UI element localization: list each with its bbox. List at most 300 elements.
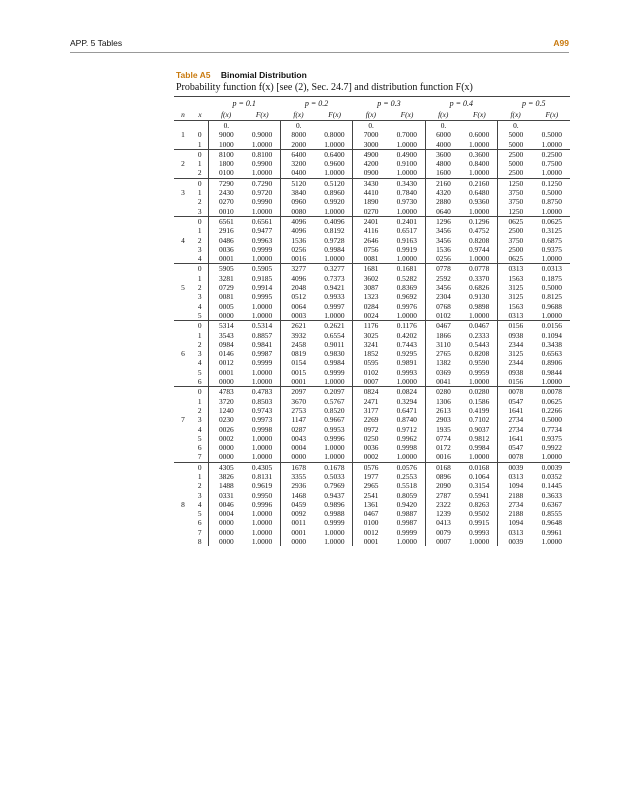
fx-cell: 1361 bbox=[363, 499, 379, 509]
Fx-cell: 1.0000 bbox=[317, 140, 353, 150]
Fx-cell: 1.0000 bbox=[317, 443, 353, 452]
fx-cell: 0156 bbox=[508, 377, 524, 387]
Fx-cell: 1.0000 bbox=[244, 254, 280, 264]
fx-cell: 3932 bbox=[291, 330, 307, 340]
Fx-cell: 0.5314 bbox=[244, 321, 280, 331]
x-cell: 2 bbox=[192, 168, 208, 178]
Fx-cell: 1.0000 bbox=[244, 528, 280, 537]
Fx-cell: 0.9999 bbox=[244, 245, 280, 254]
n-cell bbox=[174, 406, 192, 415]
Fx-cell: 0.9667 bbox=[317, 415, 353, 424]
fx-cell: 0625 bbox=[508, 254, 524, 264]
Fx-cell: 1.0000 bbox=[244, 434, 280, 443]
x-cell: 2 bbox=[192, 406, 208, 415]
fx-cell: 0079 bbox=[436, 527, 451, 537]
fx-cell: 1641 bbox=[508, 405, 524, 415]
fx-cell: 0313 bbox=[508, 471, 524, 481]
n-cell bbox=[174, 397, 192, 406]
Fx-cell: 0.2553 bbox=[389, 472, 425, 481]
Fx-cell: 0.8520 bbox=[317, 406, 353, 415]
fx-cell: 2787 bbox=[436, 490, 451, 500]
Fx-cell: 0.9502 bbox=[461, 509, 497, 518]
running-header bbox=[70, 38, 569, 52]
Fx-cell: 1.0000 bbox=[389, 377, 425, 387]
Fx-cell: 0.1094 bbox=[541, 330, 562, 340]
Fx-cell: 0.8208 bbox=[461, 236, 497, 245]
fx-cell: 1935 bbox=[436, 424, 451, 434]
Fx-cell: 1.0000 bbox=[244, 443, 280, 452]
x-cell: 0 bbox=[192, 462, 208, 472]
fx-cell: 2765 bbox=[436, 349, 451, 359]
Fx-cell: 0.2266 bbox=[541, 405, 562, 415]
header-rule bbox=[70, 52, 569, 53]
table-body bbox=[174, 121, 570, 547]
x-cell: 5 bbox=[192, 434, 208, 443]
x-cell: 4 bbox=[192, 254, 208, 264]
fx-cell: 4410 bbox=[363, 188, 379, 198]
fx-cell: 2269 bbox=[363, 415, 379, 425]
fx-cell: 0576 bbox=[353, 462, 389, 472]
Fx-cell: 0.3125 bbox=[541, 226, 562, 236]
fx-cell: 1600 bbox=[436, 168, 451, 178]
Fx-cell: 0.9996 bbox=[244, 500, 280, 509]
fx-cell: 0896 bbox=[436, 471, 451, 481]
Fx-cell: 0.8000 bbox=[317, 130, 353, 139]
Fx-cell: 0.5000 bbox=[541, 283, 562, 293]
n-cell bbox=[174, 168, 192, 178]
fx-cell: 1866 bbox=[436, 330, 451, 340]
n-cell bbox=[174, 197, 192, 206]
table-row bbox=[174, 188, 570, 197]
fx-cell: 4096 bbox=[280, 216, 316, 226]
p-header-row bbox=[174, 97, 570, 110]
fx-cell: 0000 bbox=[218, 443, 234, 453]
fx-cell: 3826 bbox=[218, 471, 234, 481]
fx-cell: 0824 bbox=[353, 387, 389, 397]
p-header: p = 0.4 bbox=[449, 98, 474, 108]
Fx-cell: 0.9830 bbox=[317, 349, 353, 358]
fx-cell: 0313 bbox=[508, 310, 524, 320]
x-cell: 4 bbox=[192, 358, 208, 367]
fx-cell: 1852 bbox=[363, 349, 379, 359]
fx-cell: 1250 bbox=[508, 206, 524, 216]
fx-cell: 1890 bbox=[363, 197, 379, 207]
Fx-cell: 0.1875 bbox=[541, 273, 562, 283]
Fx-cell: 0.9976 bbox=[389, 302, 425, 311]
Fx-cell: 1.0000 bbox=[244, 311, 280, 321]
n-cell bbox=[174, 311, 192, 321]
page-number: A99 bbox=[553, 38, 569, 48]
Fx-cell: 0.2333 bbox=[461, 331, 497, 340]
fx-cell: 0007 bbox=[363, 377, 379, 387]
Fx-cell: 1.0000 bbox=[389, 537, 425, 546]
n-cell bbox=[174, 425, 192, 434]
Fx-cell: 0.9996 bbox=[317, 434, 353, 443]
fx-col-header: f(x) bbox=[208, 109, 244, 121]
fx-cell: 0016 bbox=[291, 254, 307, 264]
table-row bbox=[174, 226, 570, 235]
n-cell bbox=[174, 528, 192, 537]
n-cell bbox=[174, 472, 192, 481]
Fx-cell: 1.0000 bbox=[317, 452, 353, 462]
fx-cell: 0100 bbox=[363, 518, 379, 528]
Fx-cell: 0.8960 bbox=[317, 188, 353, 197]
fx-cell: 2048 bbox=[291, 283, 307, 293]
fx-cell: 0001 bbox=[218, 367, 234, 377]
Fx-cell: 0.9933 bbox=[317, 292, 353, 301]
fx-cell: 2304 bbox=[436, 292, 451, 302]
x-cell: 1 bbox=[192, 140, 208, 150]
fx-cell: 3025 bbox=[363, 330, 379, 340]
fx-cell: 1240 bbox=[218, 405, 234, 415]
fx-cell: 0287 bbox=[291, 424, 307, 434]
fx-cell: 2903 bbox=[436, 415, 451, 425]
Fx-cell: 1.0000 bbox=[317, 207, 353, 217]
Fx-cell: 0.5518 bbox=[389, 481, 425, 490]
Fx-cell: 0.3277 bbox=[317, 264, 353, 274]
fx-cell: 0007 bbox=[436, 537, 451, 547]
x-cell: 2 bbox=[192, 283, 208, 292]
table-row bbox=[174, 245, 570, 254]
fx-cell: 2734 bbox=[508, 415, 524, 425]
Fx-cell: 1.0000 bbox=[541, 377, 562, 387]
table-subtitle: Probability function f(x) [see (2), Sec. 24.7] and distribution function F(x) bbox=[176, 82, 473, 93]
Fx-cell: 1.0000 bbox=[389, 168, 425, 178]
Fx-cell: 0.9922 bbox=[541, 443, 562, 453]
Fx-cell: 0.0625 bbox=[541, 396, 562, 406]
table-row bbox=[174, 452, 570, 462]
Fx-cell: 0.9999 bbox=[389, 528, 425, 537]
table-row bbox=[174, 168, 570, 178]
Fx-cell: 0.0824 bbox=[389, 387, 425, 397]
Fx-cell: 0.0576 bbox=[389, 462, 425, 472]
Fx-cell: 0.4752 bbox=[461, 226, 497, 235]
fx-cell: 0001 bbox=[291, 377, 307, 387]
Fx-cell: 0.1296 bbox=[461, 216, 497, 226]
x-cell: 6 bbox=[192, 518, 208, 527]
Fx-cell: 0.8263 bbox=[461, 500, 497, 509]
n-cell bbox=[174, 491, 192, 500]
fx-cell: 0756 bbox=[363, 244, 379, 254]
fx-cell: 1250 bbox=[498, 178, 534, 188]
Fx-cell: 0.4096 bbox=[317, 216, 353, 226]
fx-cell: 2097 bbox=[280, 387, 316, 397]
Fx-cell: 0.4900 bbox=[389, 149, 425, 159]
Fx-cell: 1.0000 bbox=[461, 537, 497, 546]
Fx-cell: 0.9919 bbox=[389, 245, 425, 254]
fx-cell: 2613 bbox=[436, 405, 451, 415]
fx-cell: 1094 bbox=[508, 481, 524, 491]
Fx-cell: 1.0000 bbox=[461, 207, 497, 217]
Fx-cell: 0.9896 bbox=[317, 500, 353, 509]
fx-col-header: f(x) bbox=[280, 109, 316, 121]
Fx-cell: 0.8100 bbox=[244, 149, 280, 159]
Fx-cell: 0.9185 bbox=[244, 274, 280, 283]
Fx-cell: 0.9000 bbox=[244, 130, 280, 139]
fx-cell: 0270 bbox=[363, 206, 379, 216]
n-cell bbox=[174, 340, 192, 349]
Fx-cell: 0.9990 bbox=[244, 197, 280, 206]
n-cell bbox=[174, 226, 192, 235]
x-cell: 1 bbox=[192, 274, 208, 283]
table-name: Binomial Distribution bbox=[220, 70, 307, 80]
Fx-cell: 0.9963 bbox=[244, 236, 280, 245]
fx-cell: 3241 bbox=[363, 339, 379, 349]
fx-cell: 0046 bbox=[218, 499, 234, 509]
n-cell bbox=[174, 443, 192, 452]
fx-cell: 2090 bbox=[436, 481, 451, 491]
fx-cell: 5120 bbox=[280, 178, 316, 188]
x-cell: 0 bbox=[192, 130, 208, 139]
fx-cell: 2541 bbox=[363, 490, 379, 500]
fx-cell: 0041 bbox=[436, 377, 451, 387]
fx-cell: 0595 bbox=[363, 358, 379, 368]
fx-cell: 4305 bbox=[208, 462, 244, 472]
Fx-cell: 0.8400 bbox=[461, 159, 497, 168]
n-cell bbox=[174, 368, 192, 377]
table-row bbox=[174, 321, 570, 331]
n-cell bbox=[174, 274, 192, 283]
fx-cell: 3430 bbox=[353, 178, 389, 188]
fx-cell: 2500 bbox=[498, 149, 534, 159]
Fx-cell: 1.0000 bbox=[244, 452, 280, 462]
fx-cell: 3600 bbox=[425, 149, 461, 159]
fx-cell: 1678 bbox=[280, 462, 316, 472]
Fx-cell: 0.7290 bbox=[244, 178, 280, 188]
Fx-cell: 0.9619 bbox=[244, 481, 280, 490]
fx-cell: 3200 bbox=[291, 159, 307, 169]
x-cell: 0 bbox=[192, 264, 208, 274]
Fx-cell: 0.9993 bbox=[461, 528, 497, 537]
fx-cell: 0625 bbox=[498, 216, 534, 226]
fx-cell: 2500 bbox=[508, 168, 524, 178]
Fx-cell: 1.0000 bbox=[389, 254, 425, 264]
Fx-cell: 0.9998 bbox=[244, 425, 280, 434]
x-cell: 4 bbox=[192, 425, 208, 434]
x-cell: 3 bbox=[192, 292, 208, 301]
Fx-cell: 0.4783 bbox=[244, 387, 280, 397]
Fx-cell: 0.9743 bbox=[244, 406, 280, 415]
x-cell: 7 bbox=[192, 452, 208, 462]
Fx-cell: 0.1678 bbox=[317, 462, 353, 472]
n-cell bbox=[174, 462, 192, 472]
fx-cell: 0092 bbox=[291, 509, 307, 519]
Fx-cell: 0.3294 bbox=[389, 397, 425, 406]
Fx-cell: 0.9920 bbox=[317, 197, 353, 206]
Fx-cell: 0.0467 bbox=[461, 321, 497, 331]
table-row bbox=[174, 349, 570, 358]
fx-cell: 2344 bbox=[508, 358, 524, 368]
Fx-cell: 0.9984 bbox=[317, 245, 353, 254]
fx-cell: 3720 bbox=[218, 396, 234, 406]
table-row bbox=[174, 500, 570, 509]
n-cell bbox=[174, 387, 192, 397]
fx-cell: 0230 bbox=[218, 415, 234, 425]
fx-cell: 0154 bbox=[291, 358, 307, 368]
header-section-label: APP. 5 Tables bbox=[70, 38, 123, 48]
Fx-col-header: F(x) bbox=[317, 109, 353, 121]
fx-cell: 1488 bbox=[218, 481, 234, 491]
n-cell: 7 bbox=[181, 415, 185, 425]
fx-cell: 2880 bbox=[436, 197, 451, 207]
x-cell: 1 bbox=[192, 331, 208, 340]
Fx-cell: 0.1176 bbox=[389, 321, 425, 331]
Fx-cell: 0.0280 bbox=[461, 387, 497, 397]
fx-cell: 3000 bbox=[363, 139, 379, 149]
fx-cell: 2458 bbox=[291, 339, 307, 349]
Fx-cell: 0.9997 bbox=[317, 302, 353, 311]
n-cell bbox=[174, 452, 192, 462]
fx-cell: 1536 bbox=[291, 235, 307, 245]
Fx-cell: 1.0000 bbox=[317, 528, 353, 537]
fx-cell: 1000 bbox=[218, 139, 234, 149]
n-cell bbox=[174, 149, 192, 159]
Fx-cell: 0.9987 bbox=[244, 349, 280, 358]
table-row bbox=[174, 387, 570, 397]
Fx-cell: 0.9720 bbox=[244, 188, 280, 197]
Fx-cell: 0.8906 bbox=[541, 358, 562, 368]
fx-cell: 2965 bbox=[363, 481, 379, 491]
fx-cell: 5314 bbox=[208, 321, 244, 331]
x-cell: 4 bbox=[192, 302, 208, 311]
fx-cell: 7000 bbox=[363, 130, 379, 140]
fx-cell: 0078 bbox=[498, 387, 534, 397]
fx-cell: 0250 bbox=[363, 433, 379, 443]
binomial-table bbox=[174, 96, 570, 546]
fx-cell: 4096 bbox=[291, 226, 307, 236]
table-row bbox=[174, 292, 570, 301]
Fx-cell: 0.5767 bbox=[317, 397, 353, 406]
fx-cell: 3281 bbox=[218, 273, 234, 283]
Fx-cell: 0.2621 bbox=[317, 321, 353, 331]
x-cell: 5 bbox=[192, 368, 208, 377]
x-cell: 0 bbox=[192, 216, 208, 226]
table-row bbox=[174, 216, 570, 226]
Fx-cell: 0.0168 bbox=[461, 462, 497, 472]
fx-cell: 1147 bbox=[291, 415, 306, 425]
fx-cell: 0078 bbox=[508, 452, 524, 462]
fx-cell: 1094 bbox=[508, 518, 524, 528]
x-cell: 5 bbox=[192, 311, 208, 321]
Fx-cell: 0.5941 bbox=[461, 491, 497, 500]
fx-cell: 4200 bbox=[363, 159, 379, 169]
table-row bbox=[174, 443, 570, 452]
n-cell bbox=[174, 434, 192, 443]
fx-cell: 3456 bbox=[436, 235, 451, 245]
x-cell: 3 bbox=[192, 491, 208, 500]
decimal-prefix: 0. bbox=[513, 121, 519, 130]
Fx-cell: 1.0000 bbox=[244, 368, 280, 377]
table-row bbox=[174, 130, 570, 139]
Fx-cell: 0.9987 bbox=[389, 518, 425, 527]
fx-cell: 1382 bbox=[436, 358, 451, 368]
x-cell: 5 bbox=[192, 509, 208, 518]
fx-cell: 2734 bbox=[508, 424, 524, 434]
Fx-cell: 0.9648 bbox=[541, 518, 562, 528]
Fx-cell: 0.9973 bbox=[244, 415, 280, 424]
fx-cell: 0036 bbox=[218, 244, 234, 254]
Fx-cell: 0.5000 bbox=[541, 188, 562, 198]
decimal-prefix-row bbox=[174, 121, 570, 131]
decimal-prefix: 0. bbox=[440, 121, 447, 130]
fx-cell: 0064 bbox=[291, 301, 307, 311]
table-row bbox=[174, 425, 570, 434]
fx-cell: 3110 bbox=[436, 339, 451, 349]
fx-cell: 2322 bbox=[436, 499, 451, 509]
Fx-cell: 0.9984 bbox=[317, 358, 353, 367]
x-header: x bbox=[192, 109, 208, 121]
fx-cell: 0146 bbox=[218, 349, 234, 359]
fx-col-header: f(x) bbox=[425, 109, 461, 121]
fx-cell: 0016 bbox=[436, 452, 451, 462]
fx-cell: 0547 bbox=[508, 443, 524, 453]
table-row bbox=[174, 331, 570, 340]
fx-cell: 0010 bbox=[218, 206, 234, 216]
table-row bbox=[174, 481, 570, 490]
table-row bbox=[174, 406, 570, 415]
Fx-cell: 0.8192 bbox=[317, 226, 353, 235]
fx-cell: 0778 bbox=[425, 264, 461, 274]
Fx-cell: 0.7000 bbox=[389, 130, 425, 139]
Fx-cell: 0.1586 bbox=[461, 397, 497, 406]
table-row bbox=[174, 197, 570, 206]
fx-cell: 0000 bbox=[218, 452, 234, 462]
fx-cell: 0512 bbox=[291, 292, 307, 302]
table-title bbox=[176, 70, 307, 80]
table-row bbox=[174, 491, 570, 500]
fx-cell: 1641 bbox=[508, 433, 524, 443]
fx-cell: 3750 bbox=[508, 235, 524, 245]
fx-cell: 3670 bbox=[291, 396, 307, 406]
fx-cell: 1800 bbox=[218, 159, 234, 169]
Fx-cell: 0.6561 bbox=[244, 216, 280, 226]
fx-cell: 0900 bbox=[363, 168, 379, 178]
fx-cell: 0000 bbox=[291, 537, 307, 547]
fx-cell: 0004 bbox=[291, 443, 307, 453]
Fx-cell: 1.0000 bbox=[244, 518, 280, 527]
Fx-cell: 0.0039 bbox=[534, 462, 570, 472]
x-cell: 3 bbox=[192, 415, 208, 424]
Fx-cell: 0.9961 bbox=[541, 527, 562, 537]
Fx-cell: 0.9962 bbox=[389, 434, 425, 443]
Fx-cell: 0.3430 bbox=[389, 178, 425, 188]
table-row bbox=[174, 311, 570, 321]
Fx-cell: 1.0000 bbox=[244, 509, 280, 518]
fx-cell: 0012 bbox=[363, 527, 379, 537]
Fx-cell: 0.0352 bbox=[541, 471, 562, 481]
x-cell: 0 bbox=[192, 321, 208, 331]
Fx-cell: 0.9688 bbox=[541, 301, 562, 311]
x-cell: 1 bbox=[192, 188, 208, 197]
x-cell: 8 bbox=[192, 537, 208, 546]
Fx-cell: 0.9900 bbox=[244, 159, 280, 168]
fx-cell: 0000 bbox=[218, 377, 234, 387]
fx-cell: 3125 bbox=[508, 292, 524, 302]
Fx-cell: 0.8131 bbox=[244, 472, 280, 481]
table-row bbox=[174, 283, 570, 292]
Fx-cell: 0.9730 bbox=[389, 197, 425, 206]
Fx-cell: 0.9375 bbox=[541, 244, 562, 254]
fx-cell: 0774 bbox=[436, 433, 451, 443]
x-cell: 2 bbox=[192, 236, 208, 245]
table-row bbox=[174, 274, 570, 283]
decimal-prefix: 0. bbox=[368, 121, 374, 130]
fx-cell: 0011 bbox=[291, 518, 306, 528]
x-cell: 3 bbox=[192, 349, 208, 358]
fx-cell: 1296 bbox=[425, 216, 461, 226]
fx-cell: 0640 bbox=[436, 206, 451, 216]
Fx-cell: 1.0000 bbox=[389, 311, 425, 321]
